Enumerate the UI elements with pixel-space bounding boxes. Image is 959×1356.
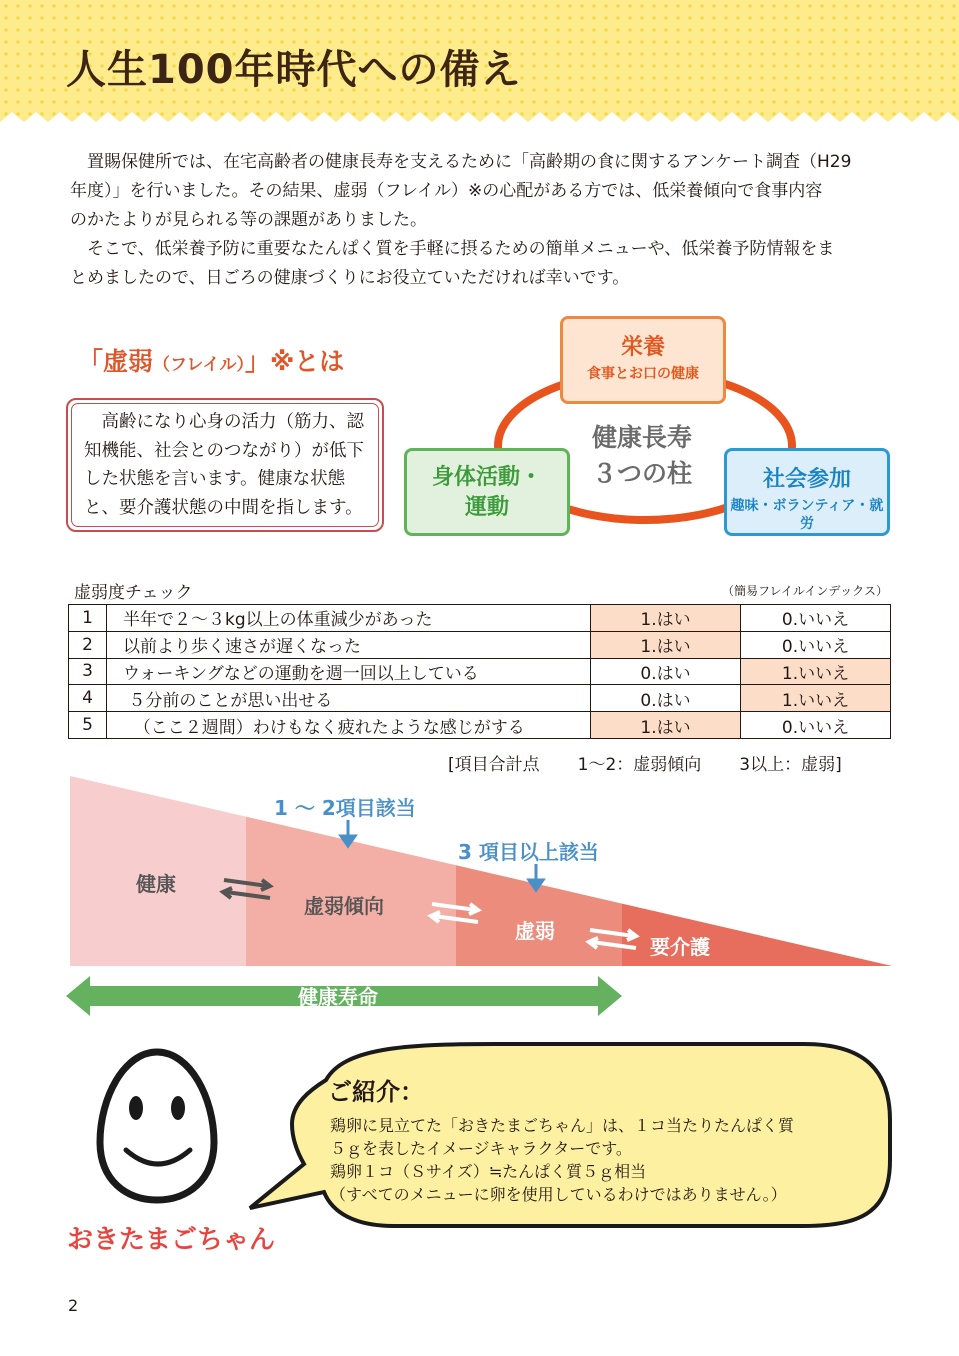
legend-total: [項目合計点 — [448, 755, 540, 775]
page-title: 人生100年時代への備え — [66, 47, 522, 93]
pillar-activity-title-1: 身体活動・ — [431, 465, 542, 490]
check-row-yes: 1.はい — [591, 605, 741, 632]
check-row-question: 以前より歩く速さが遅くなった — [107, 631, 591, 658]
check-row — [69, 658, 891, 685]
check-row-yes: 1.はい — [591, 712, 741, 739]
stage-label-prefrail: 虚弱傾向 — [304, 894, 384, 918]
pillar-social — [724, 448, 890, 536]
frail-desc-line: と、要介護状態の中間を指します。 — [84, 497, 363, 518]
intro-line: 年度）」を行いました。その結果、虚弱（フレイル）※の心配がある方では、低栄養傾向で食事内容 — [70, 181, 823, 201]
page-number: 2 — [68, 1296, 79, 1315]
check-row-yes: 0.はい — [591, 658, 741, 685]
intro-line: のかたよりが見られる等の課題がありました。 — [70, 210, 427, 230]
frail-definition-text — [84, 408, 376, 522]
marker-label-1: 1 ～ 2項目該当 — [274, 796, 416, 820]
healthy-lifespan-label: 健康寿命 — [298, 985, 378, 1009]
mascot-intro-line: ５ｇを表したイメージキャラクターです。 — [330, 1139, 632, 1158]
intro-line: とめましたので、日ごろの健康づくりにお役立ていただければ幸いです。 — [70, 268, 630, 288]
check-row-no: 0.いいえ — [741, 605, 891, 632]
pillar-activity — [404, 448, 570, 536]
marker-label-2: 3 項目以上該当 — [458, 840, 599, 864]
check-row-no: 1.いいえ — [741, 658, 891, 685]
stage-label-healthy: 健康 — [136, 872, 176, 896]
check-row — [69, 712, 891, 739]
mascot-intro-line: 鶏卵に見立てた「おきたまごちゃん」は、１コ当たりたんぱく質 — [330, 1116, 795, 1135]
intro-paragraph-2 — [70, 235, 892, 293]
check-row-number: 3 — [69, 658, 107, 685]
frail-desc-line: 知機能、社会とのつながり）が低下 — [84, 440, 364, 461]
check-row — [69, 685, 891, 712]
stage-triangle — [70, 776, 892, 970]
mascot-intro-title: ご紹介： — [328, 1078, 424, 1106]
check-row-question: （ここ２週間）わけもなく疲れたような感じがする — [107, 712, 591, 739]
header-zigzag-edge — [0, 108, 959, 130]
check-title: 虚弱度チェック — [74, 583, 193, 603]
intro-paragraph-1 — [70, 148, 892, 235]
check-row — [69, 631, 891, 658]
check-row-no: 0.いいえ — [741, 631, 891, 658]
check-row-question: ウォーキングなどの運動を週一回以上している — [107, 658, 591, 685]
score-legend — [448, 750, 842, 775]
stage-label-frail: 虚弱 — [515, 919, 555, 943]
pillar-nutrition-title: 栄養 — [620, 335, 665, 360]
legend-range-1: 1～2：虚弱傾向 — [577, 755, 702, 775]
frail-desc-line: した状態を言います。健康な状態 — [84, 469, 346, 489]
pillar-activity-title-2: 運動 — [464, 495, 509, 520]
pillar-nutrition-sub: 食事とお口の健康 — [587, 366, 699, 382]
check-note: （簡易フレイルインデックス） — [722, 584, 888, 598]
check-row-number: 4 — [69, 685, 107, 712]
stage-label-care: 要介護 — [650, 935, 710, 959]
check-row-no: 1.いいえ — [741, 685, 891, 712]
mascot-name-text: おきたまごちゃん — [66, 1225, 276, 1255]
mascot-intro-line: 鶏卵１コ（Ｓサイズ）≒たんぱく質５ｇ相当 — [330, 1162, 647, 1181]
check-row-number: 2 — [69, 631, 107, 658]
pillars-center-line: 健康長寿 — [591, 423, 692, 452]
frail-desc-line: 高齢になり心身の活力（筋力、認 — [84, 412, 364, 432]
check-row-no: 0.いいえ — [741, 712, 891, 739]
check-row-question: ５分前のことが思い出せる — [107, 685, 591, 712]
check-row-question: 半年で２～３kg以上の体重減少があった — [107, 605, 591, 632]
pillars-center-line: ３つの柱 — [591, 459, 692, 488]
frail-heading-open: 「虚弱 — [78, 347, 154, 376]
pillar-social-title: 社会参加 — [762, 467, 851, 492]
check-row — [69, 605, 891, 632]
pillars-center-label — [582, 420, 702, 492]
pillar-social-sub: 趣味・ボランティア・就労 — [730, 498, 884, 532]
frail-heading-close: 」※とは — [245, 347, 345, 376]
egg-mascot-icon — [92, 1046, 222, 1206]
legend-range-2: 3以上：虚弱] — [739, 755, 842, 775]
frail-heading — [78, 342, 344, 378]
pillar-nutrition — [560, 316, 726, 404]
check-row-yes: 0.はい — [591, 685, 741, 712]
intro-line: そこで、低栄養予防に重要なたんぱく質を手軽に摂るための簡単メニューや、低栄養予防情報をま — [70, 239, 835, 259]
check-row-number: 1 — [69, 605, 107, 632]
check-row-number: 5 — [69, 712, 107, 739]
check-row-yes: 1.はい — [591, 631, 741, 658]
frail-heading-small: （フレイル） — [153, 355, 245, 375]
intro-line: 置賜保健所では、在宅高齢者の健康長寿を支えるために「高齢期の食に関するアンケート調査（H29 — [70, 152, 852, 172]
mascot-intro-line: （すべてのメニューに卵を使用しているわけではありません。） — [330, 1185, 787, 1204]
check-table — [68, 604, 891, 739]
